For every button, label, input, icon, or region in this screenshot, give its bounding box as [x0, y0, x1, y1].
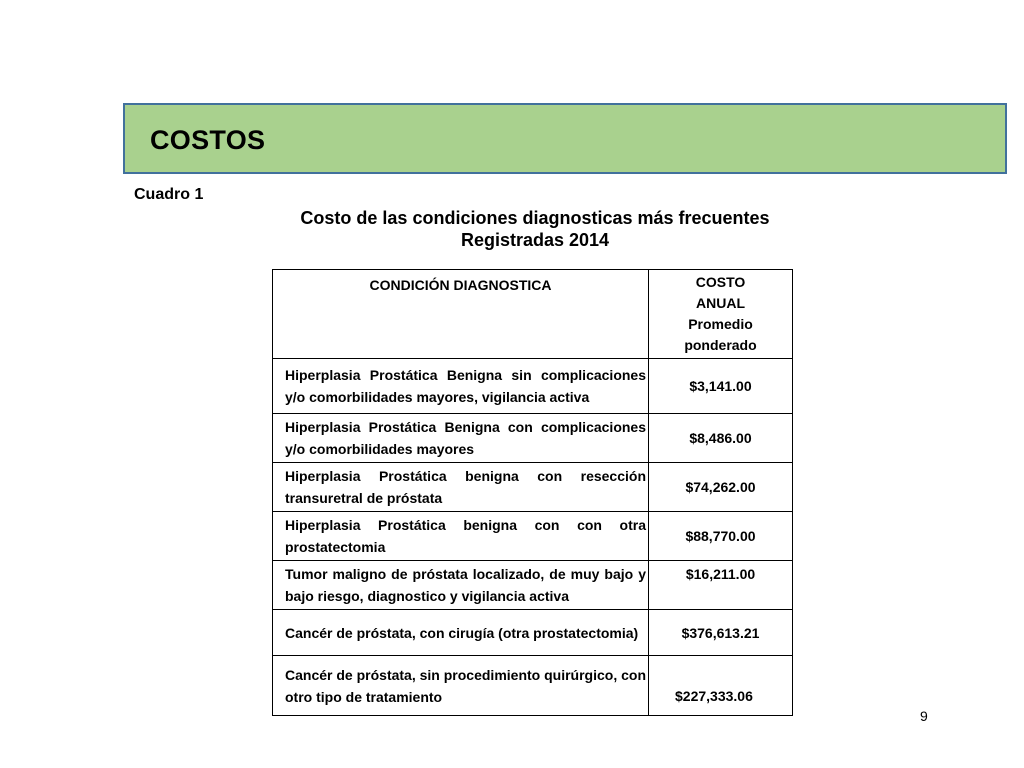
header-cost-line: ANUAL: [696, 295, 745, 311]
condition-cell: Hiperplasia Prostática benigna con resección transuretral de próstata: [273, 463, 649, 512]
header-cost-line: COSTO: [695, 274, 746, 290]
cost-cell: $227,333.06: [649, 656, 793, 716]
cost-cell: $3,141.00: [649, 359, 793, 414]
condition-cell: Hiperplasia Prostática benigna con con otra prostatectomia: [273, 512, 649, 561]
section-banner: [123, 103, 1007, 174]
cost-cell: $16,211.00: [649, 561, 793, 610]
page-number: 9: [920, 708, 928, 724]
cost-cell: $88,770.00: [649, 512, 793, 561]
table-title: [250, 207, 820, 251]
cost-cell: $8,486.00: [649, 414, 793, 463]
table-row: [273, 414, 793, 463]
header-cost: [649, 270, 793, 359]
cost-cell: $376,613.21: [649, 610, 793, 656]
header-cost-line: Promedio: [688, 316, 753, 332]
table-caption-label: Cuadro 1: [134, 186, 204, 203]
costs-table: [272, 269, 793, 716]
section-title: COSTOS: [150, 125, 266, 155]
cost-cell: $74,262.00: [649, 463, 793, 512]
table-title-line-1: Costo de las condiciones diagnosticas más frecuentes: [300, 208, 770, 228]
condition-cell: Hiperplasia Prostática Benigna sin complicaciones y/o comorbilidades mayores, vigilancia activa: [273, 359, 649, 414]
condition-cell: Cancér de próstata, sin procedimiento quirúrgico, con otro tipo de tratamiento: [273, 656, 649, 716]
condition-cell: Tumor maligno de próstata localizado, de muy bajo y bajo riesgo, diagnostico y vigilancia activa: [273, 561, 649, 610]
table-header-row: [273, 270, 793, 359]
header-cost-line: ponderado: [684, 337, 757, 353]
table-row: [273, 656, 793, 716]
header-condition: CONDICIÓN DIAGNOSTICA: [273, 270, 649, 359]
table-title-line-2: Registradas 2014: [460, 230, 610, 250]
table-row: [273, 610, 793, 656]
condition-cell: Cancér de próstata, con cirugía (otra prostatectomia): [273, 610, 649, 656]
table-row: [273, 359, 793, 414]
table-row: [273, 561, 793, 610]
table-row: [273, 463, 793, 512]
condition-cell: Hiperplasia Prostática Benigna con complicaciones y/o comorbilidades mayores: [273, 414, 649, 463]
table-row: [273, 512, 793, 561]
